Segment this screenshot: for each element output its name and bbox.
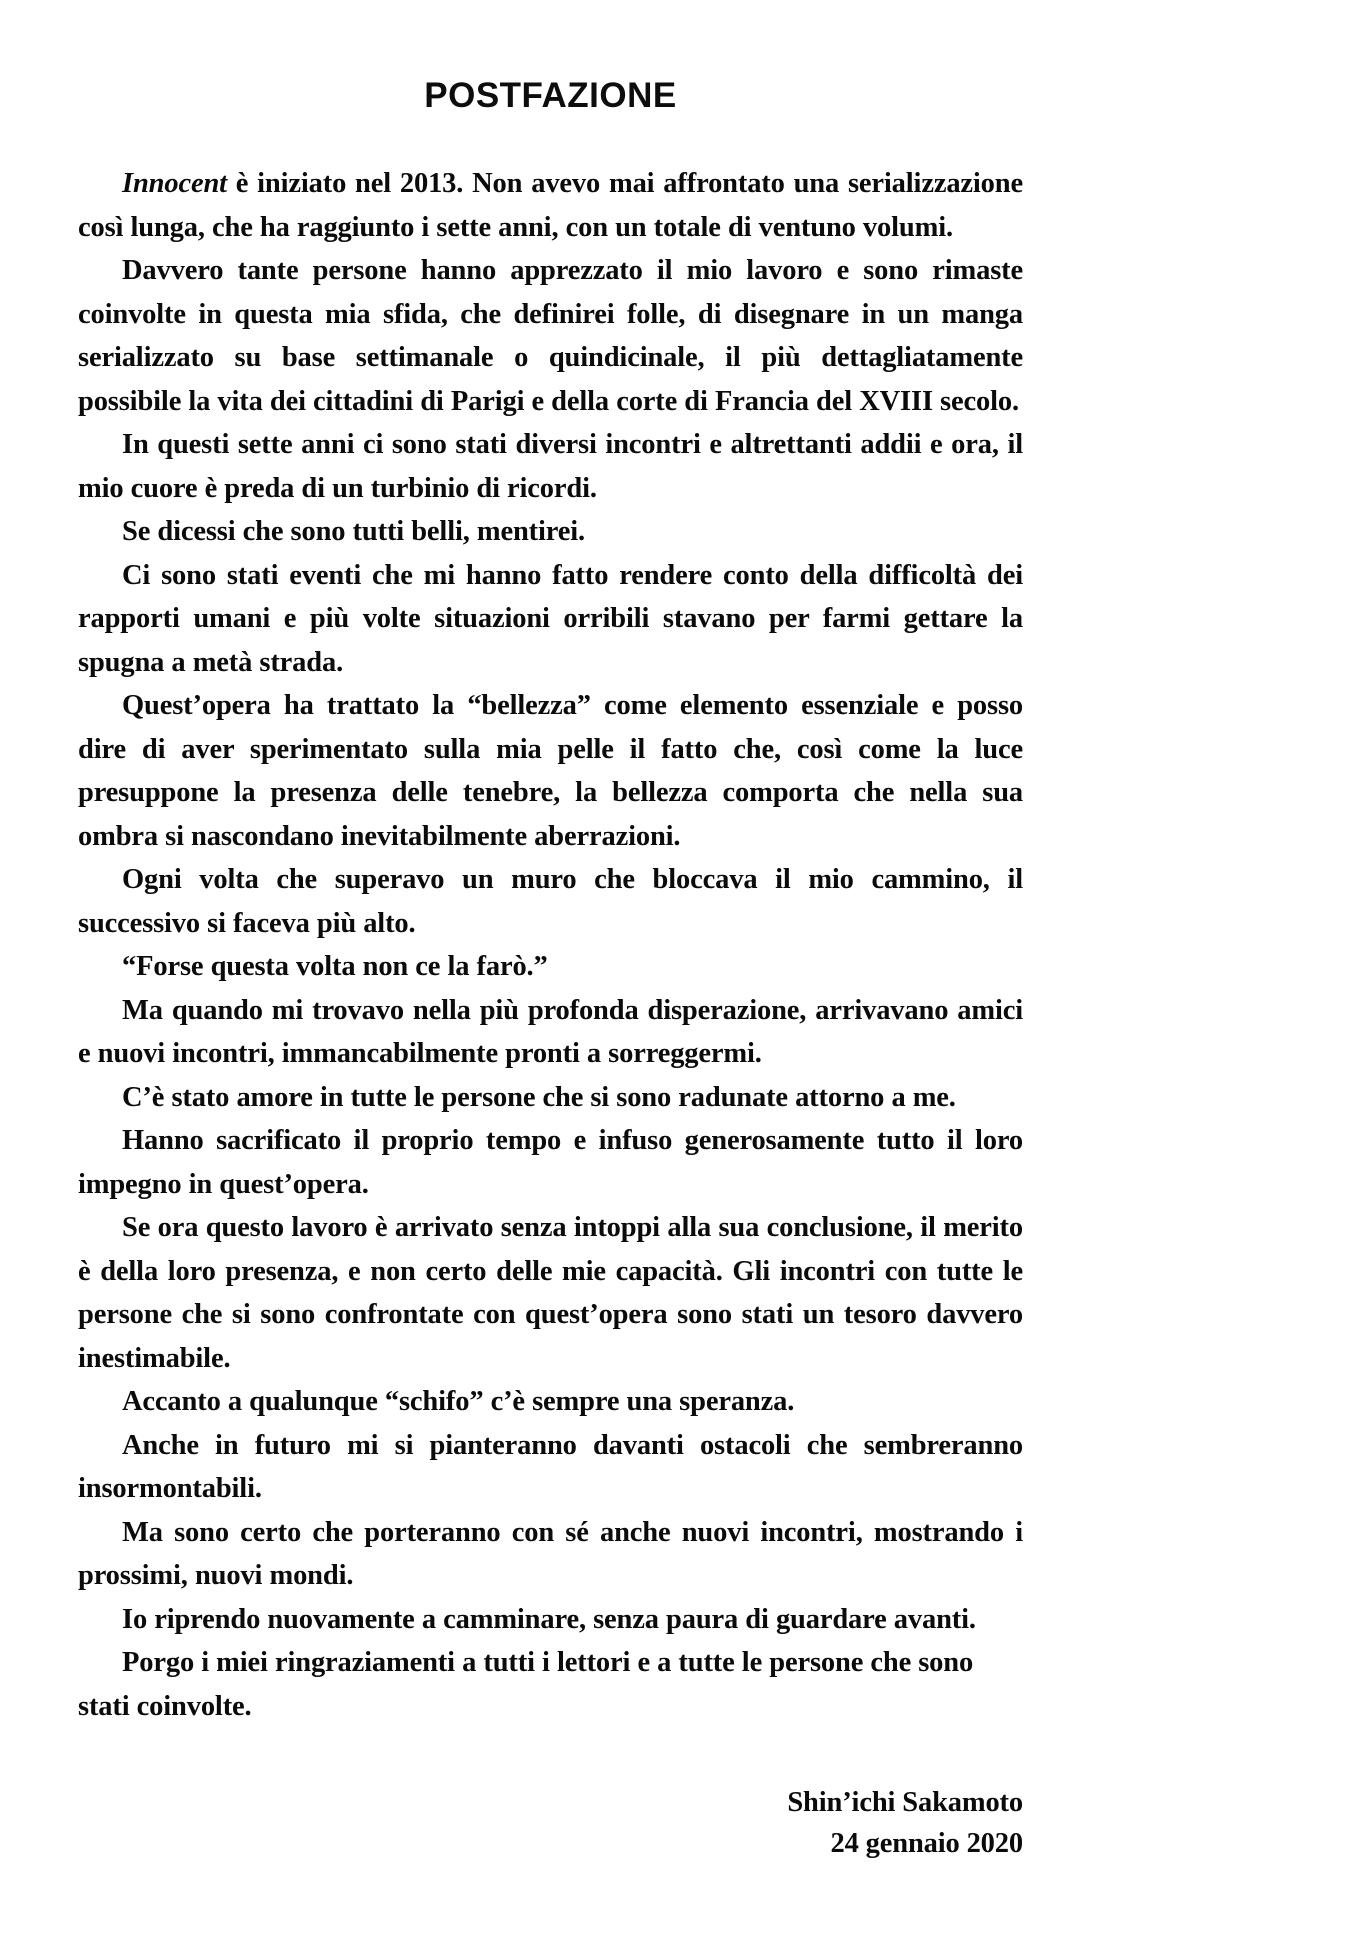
signature-date: 24 gennaio 2020 xyxy=(830,1828,1023,1859)
paragraph-6: Quest’opera ha trattato la “bellezza” come elemento essenziale e posso dire di aver sperimentato sulla mia pelle il fatto che, così come la luce presuppone la presenza delle tenebre, la bellezza comporta che nella sua ombra si nascondano inevitabilmente aberrazioni. xyxy=(78,690,1023,852)
signature-author: Shin’ichi Sakamoto xyxy=(787,1787,1023,1818)
paragraph-14: Anche in futuro mi si pianteranno davanti ostacoli che sembreranno insormontabili. xyxy=(78,1429,1023,1504)
page-content xyxy=(78,0,1023,1864)
italic-work-title: Innocent xyxy=(122,168,227,199)
paragraph-1-text: è iniziato nel 2013. Non avevo mai affrontato una serializzazione così lunga, che ha raggiunto i sette anni, con un totale di ventuno volumi. xyxy=(78,168,1023,243)
paragraph-2: Davvero tante persone hanno apprezzato il mio lavoro e sono rimaste coinvolte in questa mia sfida, che definirei folle, di disegnare in un manga serializzato su base settimanale o quindicinale, il più dettagliatamente possibile la vita dei cittadini di Parigi e della corte di Francia del XVIII secolo. xyxy=(78,255,1023,417)
paragraph-17: Porgo i miei ringraziamenti a tutti i lettori e a tutte le persone che sono stati coinvolte. xyxy=(78,1647,974,1722)
paragraph-9: Ma quando mi trovavo nella più profonda disperazione, arrivavano amici e nuovi incontri, immancabilmente pronti a sorreggermi. xyxy=(78,994,1023,1069)
paragraph-12: Se ora questo lavoro è arrivato senza intoppi alla sua conclusione, il merito è della loro presenza, e non certo delle mie capacità. Gli incontri con tutte le persone che si sono confrontate con quest’opera sono stati un tesoro davvero inestimabile. xyxy=(78,1212,1023,1374)
paragraph-16: Io riprendo nuovamente a camminare, senza paura di guardare avanti. xyxy=(122,1603,976,1635)
body-text-block xyxy=(78,162,1023,1728)
paragraph-8: “Forse questa volta non ce la farò.” xyxy=(122,951,548,982)
paragraph-7: Ogni volta che superavo un muro che bloccava il mio cammino, il successivo si faceva più alto. xyxy=(78,864,1023,939)
paragraph-5: Ci sono stati eventi che mi hanno fatto rendere conto della difficoltà dei rapporti umani e più volte situazioni orribili stavano per farmi gettare la spugna a metà strada. xyxy=(78,559,1023,678)
paragraph-11: Hanno sacrificato il proprio tempo e infuso generosamente tutto il loro impegno in quest’opera. xyxy=(78,1125,1023,1200)
page-title: POSTFAZIONE xyxy=(424,76,677,115)
paragraph-1 xyxy=(78,162,1023,249)
paragraph-3: In questi sette anni ci sono stati diversi incontri e altrettanti addii e ora, il mio cuore è preda di un turbinio di ricordi. xyxy=(78,429,1023,504)
paragraph-15: Ma sono certo che porteranno con sé anche nuovi incontri, mostrando i prossimi, nuovi mondi. xyxy=(78,1516,1023,1591)
signature-block xyxy=(78,1782,1023,1864)
paragraph-10: C’è stato amore in tutte le persone che si sono radunate attorno a me. xyxy=(122,1081,956,1113)
paragraph-4: Se dicessi che sono tutti belli, mentirei. xyxy=(122,516,586,547)
paragraph-13: Accanto a qualunque “schifo” c’è sempre una speranza. xyxy=(122,1386,795,1417)
